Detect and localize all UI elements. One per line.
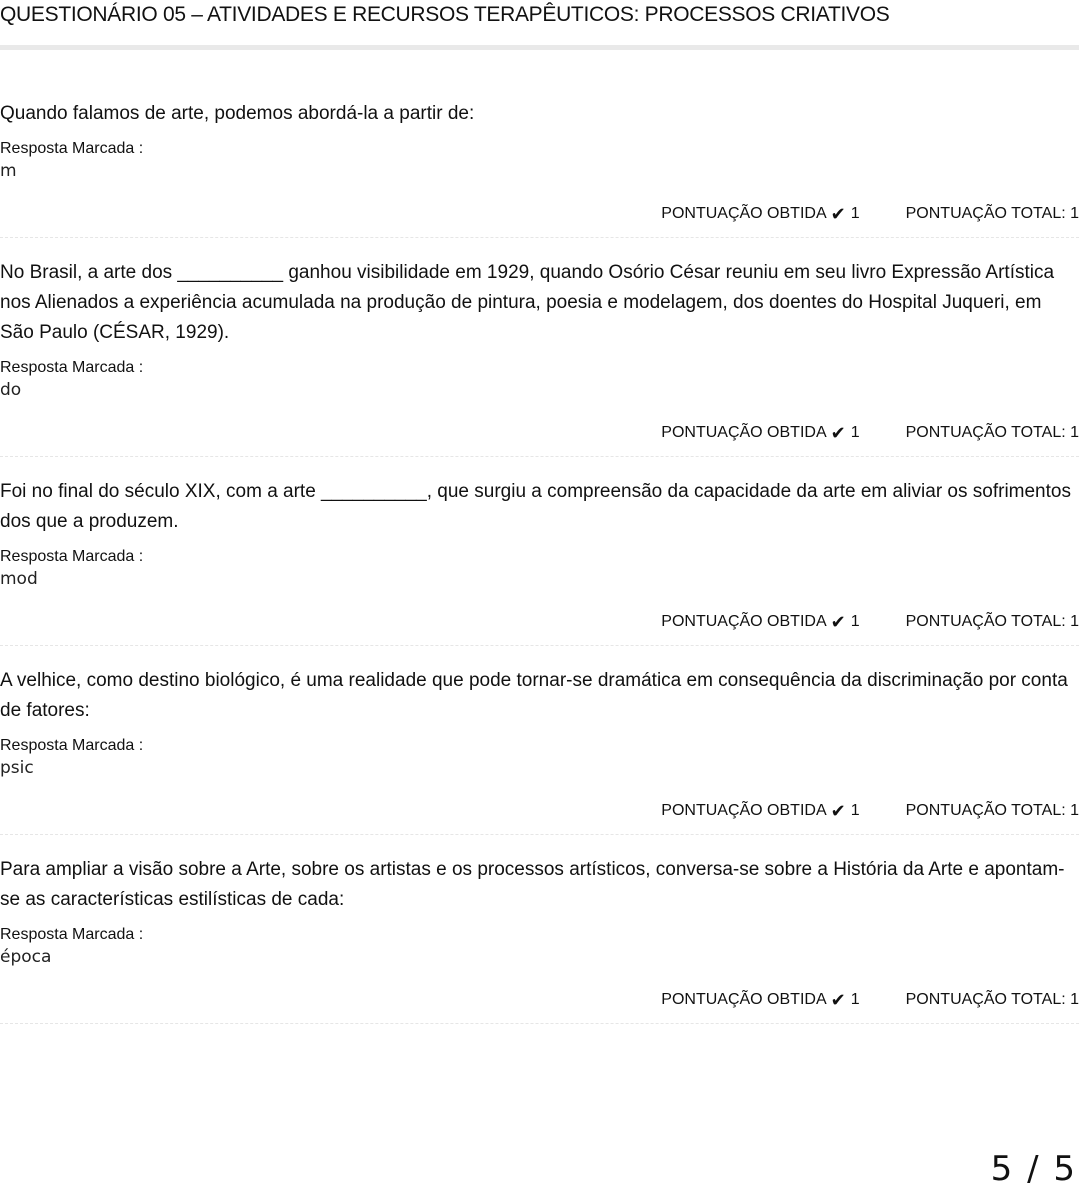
answer-value: época — [0, 947, 52, 967]
question-text: Foi no final do século XIX, com a arte __________, que surgiu a compreensão da capacidade da arte em aliviar os sofrimentos dos que a produzem. — [0, 481, 1071, 532]
question-text: Quando falamos de arte, podemos abordá-la a partir de: — [0, 103, 475, 124]
answer-label: Resposta Marcada : — [0, 737, 144, 754]
answer-value: do — [0, 380, 22, 400]
check-icon: ✔ — [830, 612, 846, 632]
question-text: Para ampliar a visão sobre a Arte, sobre os artistas e os processos artísticos, conversa-se sobre a História da Arte e apontam-se as características estilísticas de cada: — [0, 859, 1065, 910]
score-obtained-label: PONTUAÇÃO OBTIDA — [661, 991, 827, 1008]
score-obtained — [661, 613, 859, 631]
question-text: A velhice, como destino biológico, é uma realidade que pode tornar-se dramática em consequência da discriminação por conta de fatores: — [0, 670, 1068, 721]
score-obtained-label: PONTUAÇÃO OBTIDA — [661, 802, 827, 819]
question-item — [0, 646, 1079, 835]
score-obtained-label: PONTUAÇÃO OBTIDA — [661, 205, 827, 222]
check-icon: ✔ — [830, 204, 846, 224]
answer-value: mod — [0, 569, 38, 589]
score-obtained — [661, 991, 859, 1009]
score-row — [0, 977, 1079, 1023]
score-total: PONTUAÇÃO TOTAL: 1 — [905, 205, 1079, 222]
check-icon: ✔ — [830, 801, 846, 821]
check-icon: ✔ — [830, 423, 846, 443]
question-item — [0, 835, 1079, 1024]
score-obtained-value: 1 — [850, 802, 860, 819]
score-obtained-label: PONTUAÇÃO OBTIDA — [661, 613, 827, 630]
score-obtained — [661, 424, 859, 442]
answer-value: m — [0, 161, 17, 181]
question-item — [0, 457, 1079, 646]
score-obtained — [661, 802, 859, 820]
question-list — [0, 50, 1079, 1024]
check-icon: ✔ — [830, 990, 846, 1010]
score-total: PONTUAÇÃO TOTAL: 1 — [905, 802, 1079, 819]
page-header — [0, 0, 1079, 50]
score-row — [0, 191, 1079, 237]
score-obtained-value: 1 — [850, 991, 860, 1008]
score-obtained-label: PONTUAÇÃO OBTIDA — [661, 424, 827, 441]
question-item — [0, 95, 1079, 238]
answer-label: Resposta Marcada : — [0, 548, 144, 565]
answer-label: Resposta Marcada : — [0, 140, 144, 157]
score-total: PONTUAÇÃO TOTAL: 1 — [905, 424, 1079, 441]
score-obtained-value: 1 — [850, 613, 860, 630]
score-row — [0, 599, 1079, 645]
score-total: PONTUAÇÃO TOTAL: 1 — [905, 613, 1079, 630]
answer-label: Resposta Marcada : — [0, 926, 144, 943]
page-counter: 5 / 5 — [990, 1149, 1077, 1189]
score-obtained — [661, 205, 859, 223]
question-text: No Brasil, a arte dos __________ ganhou visibilidade em 1929, quando Osório César reuniu em seu livro Expressão Artística nos Alienados a experiência acumulada na produção de pintura, poesia e modelagem, dos doentes do Hospital Juqueri, em São Paulo (CÉSAR, 1929). — [0, 262, 1055, 343]
page-title: QUESTIONÁRIO 05 – ATIVIDADES E RECURSOS TERAPÊUTICOS: PROCESSOS CRIATIVOS — [0, 3, 890, 26]
score-obtained-value: 1 — [850, 205, 860, 222]
score-total: PONTUAÇÃO TOTAL: 1 — [905, 991, 1079, 1008]
score-obtained-value: 1 — [850, 424, 860, 441]
answer-value: psic — [0, 758, 34, 778]
answer-label: Resposta Marcada : — [0, 359, 144, 376]
score-row — [0, 788, 1079, 834]
question-item — [0, 238, 1079, 457]
score-row — [0, 410, 1079, 456]
